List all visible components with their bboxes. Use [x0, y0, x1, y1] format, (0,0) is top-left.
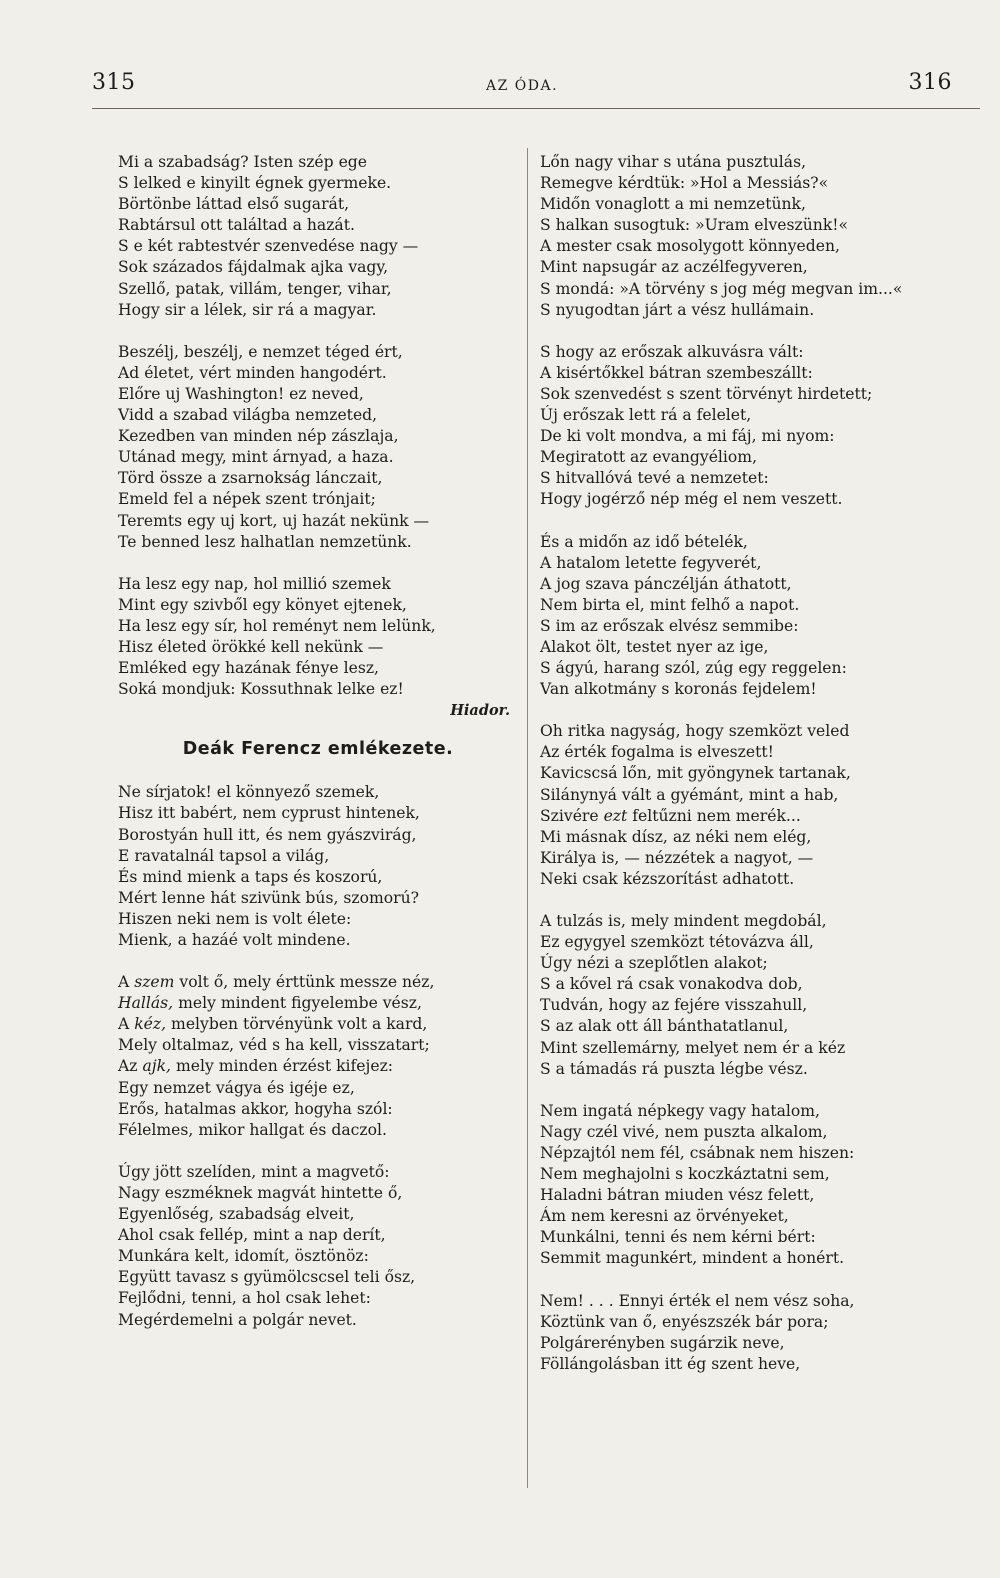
verse-line: Van alkotmány s koronás fejdelem! [540, 680, 817, 699]
verse-line: Munkálni, tenni és nem kérni bért: [540, 1228, 816, 1247]
verse-line: Nem ingatá népkegy vagy hatalom, [540, 1101, 821, 1120]
verse-line: Ez egygyel szemközt tétovázva áll, [540, 933, 814, 952]
stanza [118, 782, 518, 951]
verse-line: Sok százados fájdalmak ajka vagy, [118, 258, 389, 277]
verse-line: Félelmes, mikor hallgat és daczol. [118, 1120, 387, 1139]
verse-line: Te benned lesz halhatlan nemzetünk. [118, 532, 412, 551]
poem-title: Deák Ferencz emlékezete. [182, 739, 454, 760]
verse-line: Emléked egy hazának fénye lesz, [118, 659, 380, 678]
stanza [118, 574, 518, 701]
verse-line: Mint egy szivből egy könyet ejtenek, [118, 595, 407, 614]
verse-line: S mondá: »A törvény s jog még megvan im...« [540, 279, 903, 298]
verse-line: Kezedben van minden nép zászlaja, [118, 427, 399, 446]
verse-line: Nagy eszméknek magvát hintette ő, [118, 1183, 403, 1202]
verse-line: Silánynyá vált a gyémánt, mint a hab, [540, 785, 839, 804]
verse-line: Semmit magunkért, mindent a honért. [540, 1249, 845, 1268]
verse-line: Nem birta el, mint felhő a napot. [540, 595, 800, 614]
verse-line: S hitvallóvá tevé a nemzetet: [540, 469, 769, 488]
verse-line: Mienk, a hazáé volt mindene. [118, 931, 351, 949]
verse-line: Polgárerényben sugárzik neve, [540, 1333, 785, 1352]
poem-author: Hiador. [450, 702, 510, 720]
verse-line: Mely oltalmaz, véd s ha kell, visszatart; [118, 1036, 430, 1055]
verse-line: A tulzás is, mely mindent megdobál, [540, 912, 827, 930]
verse-line: Mint napsugár az aczélfegyveren, [540, 258, 808, 277]
stanza [118, 972, 518, 1141]
verse-line: Föllángolásban itt ég szent heve, [540, 1354, 801, 1373]
verse-line: Haladni bátran miuden vész felett, [540, 1186, 815, 1205]
verse-line: Egyenlőség, szabadság elveit, [118, 1205, 355, 1224]
italic-word: Hallás, [118, 994, 174, 1013]
verse-line: Ne sírjatok! el könnyező szemek, [118, 783, 380, 802]
stanza [118, 152, 518, 321]
verse-line: Nagy czél vivé, nem puszta alkalom, [540, 1122, 828, 1141]
verse-line: A hatalom letette fegyverét, [540, 553, 762, 572]
verse-line: Az ajk, mely minden érzést kifejez: [118, 1057, 394, 1076]
verse-line: Mért lenne hát szivünk bús, szomorú? [118, 888, 420, 907]
italic-word: kéz, [134, 1015, 167, 1034]
verse-line: Nem meghajolni s koczkáztatni sem, [540, 1165, 830, 1184]
verse-line: S az alak ott áll bánthatatlanul, [540, 1017, 789, 1036]
verse-line: Ad életet, vért minden hangodért. [118, 363, 387, 382]
stanza [118, 1162, 518, 1331]
verse-line: A szem volt ő, mely érttünk messze néz, [118, 973, 435, 992]
verse-line: Ám nem keresni az örvényeket, [540, 1207, 789, 1226]
verse-line: Ha lesz egy nap, hol millió szemek [118, 574, 391, 593]
page-number-right: 316 [908, 70, 952, 95]
stanza [540, 721, 960, 890]
verse-line: Soká mondjuk: Kossuthnak lelke ez! [118, 680, 404, 699]
italic-word: ajk, [142, 1057, 171, 1076]
verse-line: Előre uj Washington! ez neved, [118, 384, 364, 403]
verse-line: A kisértőkkel bátran szembeszállt: [540, 363, 813, 382]
right-column [540, 152, 960, 1396]
verse-line: S e két rabtestvér szenvedése nagy — [118, 237, 419, 256]
verse-line: Egy nemzet vágya és igéje ez, [118, 1078, 355, 1097]
stanza [540, 342, 960, 511]
verse-line: S ágyú, harang szól, zúg egy reggelen: [540, 659, 847, 678]
verse-line: S a támadás rá puszta légbe vész. [540, 1059, 808, 1078]
verse-line: Együtt tavasz s gyümölcscsel teli ősz, [118, 1268, 416, 1287]
verse-line: És mind mienk a taps és koszorú, [118, 867, 383, 886]
verse-line: Szivére ezt feltűzni nem merék... [540, 806, 801, 825]
verse-line: Nem! . . . Ennyi érték el nem vész soha, [540, 1291, 855, 1310]
verse-line: Utánad megy, mint árnyad, a haza. [118, 448, 394, 467]
verse-line: Népzajtól nem fél, csábnak nem hiszen: [540, 1143, 855, 1162]
verse-line: Tudván, hogy az fejére visszahull, [540, 996, 808, 1015]
verse-line: Ahol csak fellép, mint a nap derít, [118, 1226, 386, 1245]
verse-line: Remegve kérdtük: »Hol a Messiás?« [540, 174, 829, 193]
verse-line: Megérdemelni a polgár nevet. [118, 1310, 357, 1329]
verse-line: S nyugodtan járt a vész hullámain. [540, 300, 815, 319]
stanza [540, 1291, 960, 1375]
column-divider [527, 148, 528, 1488]
verse-line: Munkára kelt, idomít, ösztönöz: [118, 1247, 369, 1266]
running-title: AZ ÓDA. [485, 78, 559, 94]
verse-line: De ki volt mondva, a mi fáj, mi nyom: [540, 427, 835, 446]
italic-word: szem [134, 973, 175, 992]
verse-line: Az érték fogalma is elveszett! [540, 743, 774, 762]
stanza [540, 152, 960, 321]
stanza [540, 532, 960, 701]
header-rule [92, 108, 980, 109]
verse-line: Ha lesz egy sír, hol reményt nem lelünk, [118, 616, 436, 635]
verse-line: A kéz, melyben törvényünk volt a kard, [118, 1015, 428, 1034]
left-column [118, 152, 518, 1352]
verse-line: Neki csak kézszorítást adhatott. [540, 869, 795, 888]
verse-line: Mi másnak dísz, az néki nem elég, [540, 827, 812, 846]
verse-line: Midőn vonaglott a mi nemzetünk, [540, 195, 806, 214]
verse-line: Úgy jött szelíden, mint a magvető: [118, 1162, 390, 1181]
italic-word: ezt [603, 806, 628, 825]
verse-line: Borostyán hull itt, és nem gyászvirág, [118, 825, 417, 844]
verse-line: Köztünk van ő, enyészszék bár pora; [540, 1312, 829, 1331]
verse-line: Királya is, — nézzétek a nagyot, — [540, 848, 814, 867]
verse-line: Hisz itt babért, nem cyprust hintenek, [118, 804, 420, 823]
verse-line: S hogy az erőszak alkuvásra vált: [540, 342, 804, 361]
verse-line: Sok szenvedést s szent törvényt hirdetett; [540, 384, 873, 403]
verse-line: Törd össze a zsarnokság lánczait, [118, 469, 383, 488]
stanza [540, 911, 960, 1080]
verse-line: Kavicscsá lőn, mit gyöngynek tartanak, [540, 764, 851, 783]
verse-line: S lelked e kinyilt égnek gyermeke. [118, 174, 392, 193]
verse-line: Oh ritka nagyság, hogy szemközt veled [540, 722, 850, 741]
verse-line: Hogy jogérző nép még el nem veszett. [540, 490, 843, 509]
verse-line: S halkan susogtuk: »Uram elveszünk!« [540, 216, 849, 235]
verse-line: Mint szellemárny, melyet nem ér a kéz [540, 1038, 846, 1057]
verse-line: Erős, hatalmas akkor, hogyha szól: [118, 1099, 393, 1118]
verse-line: Beszélj, beszélj, e nemzet téged ért, [118, 342, 403, 361]
verse-line: Hallás, mely mindent figyelembe vész, [118, 994, 422, 1013]
verse-line: A mester csak mosolygott könnyeden, [540, 237, 840, 256]
verse-line: Rabtársul ott találtad a hazát. [118, 216, 355, 235]
verse-line: A jog szava pánczélján áthatott, [540, 574, 792, 593]
verse-line: Hiszen neki nem is volt élete: [118, 909, 352, 928]
verse-line: Hisz életed örökké kell nekünk — [118, 637, 384, 656]
stanza [540, 1101, 960, 1270]
verse-line: Hogy sir a lélek, sir rá a magyar. [118, 300, 377, 319]
verse-line: Vidd a szabad világba nemzeted, [118, 406, 378, 425]
verse-line: És a midőn az idő bételék, [540, 532, 748, 551]
verse-line: Új erőszak lett rá a felelet, [540, 406, 752, 425]
verse-line: E ravatalnál tapsol a világ, [118, 846, 330, 865]
verse-line: S a kővel rá csak vonakodva dob, [540, 975, 803, 994]
verse-line: S im az erőszak elvész semmibe: [540, 616, 799, 635]
page-header [92, 70, 952, 104]
verse-line: Mi a szabadság? Isten szép ege [118, 153, 368, 171]
verse-line: Fejlődni, tenni, a hol csak lehet: [118, 1289, 371, 1308]
stanza [118, 342, 518, 553]
verse-line: Megiratott az evangyéliom, [540, 448, 758, 467]
verse-line: Lőn nagy vihar s utána pusztulás, [540, 153, 807, 171]
page-number-left: 315 [92, 70, 136, 95]
verse-line: Szellő, patak, villám, tenger, vihar, [118, 279, 392, 298]
verse-line: Úgy nézi a szeplőtlen alakot; [540, 954, 768, 973]
verse-line: Alakot ölt, testet nyer az ige, [540, 637, 769, 656]
verse-line: Börtönbe láttad első sugarát, [118, 195, 350, 214]
verse-line: Teremts egy uj kort, uj hazát nekünk — [118, 511, 430, 530]
verse-line: Emeld fel a népek szent trónjait; [118, 490, 376, 509]
